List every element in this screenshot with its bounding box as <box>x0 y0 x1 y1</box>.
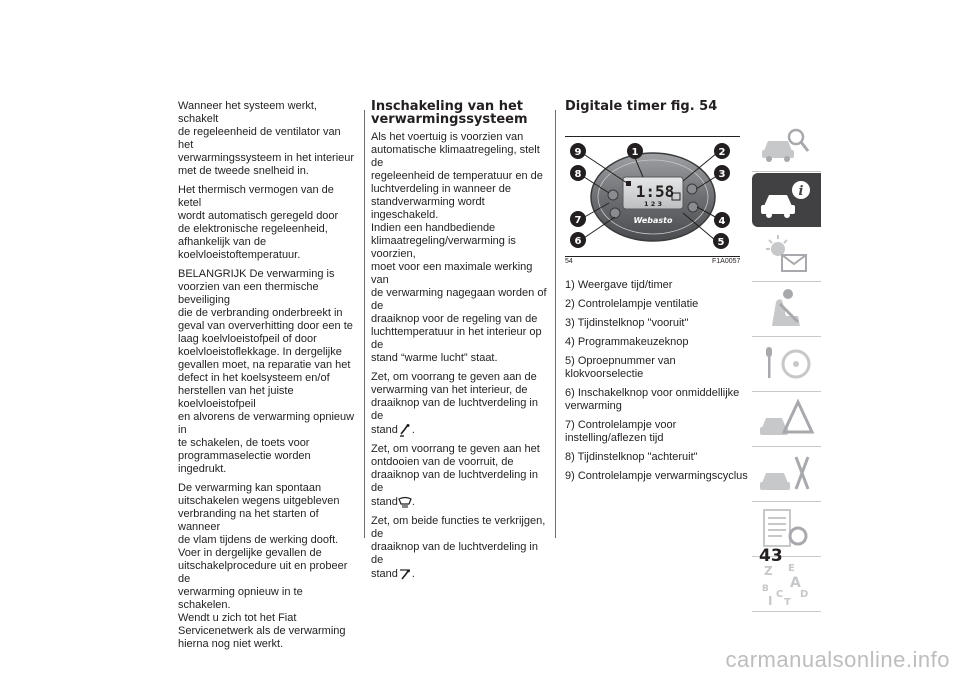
airflow-feet-icon <box>398 423 412 437</box>
list-item: 7) Controlelampje voor instelling/aflezen tijd <box>565 419 677 444</box>
section-heading: Inschakeling van het verwarmingssysteem <box>371 99 528 127</box>
column-2 <box>371 100 551 587</box>
tab-seat-safety[interactable] <box>752 283 821 337</box>
column-1 <box>178 100 356 657</box>
tab-car-info[interactable] <box>752 173 821 227</box>
program-button <box>688 202 698 212</box>
tab-car-search[interactable] <box>752 118 821 172</box>
display-digits: 1 2 3 <box>643 200 663 208</box>
list-item: 2) Controlelampje ventilatie <box>565 298 699 310</box>
car-accident-icon <box>758 396 814 442</box>
tab-warning-lights[interactable] <box>752 228 821 282</box>
paragraph: BELANGRIJK De verwarming is voorzien van een thermische beveiliging die de verbranding onderbreekt in geval van oververhitting door een te laag koelvloeistofpeil of door koelvloeistoflekkage. In dergelijke gevallen moet, na reparatie van het defect in het koelsysteem en/of herstellen van het juiste koelvloeistofpeil en alvorens de verwarming opnieuw in te schakelen, de toets voor programmaselectie worden ingedrukt. <box>178 268 355 475</box>
list-item: 5) Oproepnummer van klokvoorselectie <box>565 355 676 380</box>
airflow-feet-defrost-icon <box>398 567 412 581</box>
callout-4: 4 <box>718 216 726 227</box>
paragraph: Wanneer het systeem werkt, schakelt de regeleenheid de ventilator van het verwarmingssysteem in het interieur met de tweede snelheid in. <box>178 100 355 177</box>
display-time: 1:58 <box>635 182 675 201</box>
tab-emergency[interactable] <box>752 393 821 447</box>
svg-text:T: T <box>784 597 791 607</box>
list-item: 9) Controlelampje verwarmingscyclus <box>565 470 748 482</box>
time-forward-button <box>687 184 697 194</box>
svg-text:A: A <box>790 575 801 591</box>
svg-text:I: I <box>768 594 773 607</box>
paragraph: Het thermisch vermogen van de ketel wordt automatisch geregeld door de elektronische regeleenheid, afhankelijk van de koelvloeistoftemperatuur. <box>178 184 339 261</box>
column-divider <box>364 110 365 538</box>
callout-3: 3 <box>718 169 726 180</box>
tab-maintenance[interactable] <box>752 448 821 502</box>
svg-text:E: E <box>788 563 795 574</box>
defrost-windshield-icon <box>398 495 412 509</box>
section-heading: Digitale timer fig. 54 <box>565 99 718 114</box>
callout-8: 8 <box>574 169 582 180</box>
seat-person-icon <box>758 286 814 332</box>
svg-text:i: i <box>798 184 804 199</box>
list-item: 3) Tijdinstelknop "vooruit" <box>565 317 689 329</box>
callout-7: 7 <box>574 215 582 226</box>
paragraph: Zet, om voorrang te geven aan het ontdooien van de voorruit, de draaiknop van de luchtverdeling in de stand . <box>371 443 540 508</box>
tab-index[interactable] <box>752 558 821 612</box>
svg-text:B: B <box>762 584 769 594</box>
watermark: carmanualsonline.info <box>725 647 950 672</box>
car-tools-icon <box>758 451 814 497</box>
svg-text:C: C <box>776 589 784 600</box>
paragraph: De verwarming kan spontaan uitschakelen wegens uitgebleven verbranding na het starten of wanneer de vlam tijdens de werking dooft. Voer in dergelijke gevallen de uitschakelprocedure uit en probeer de verwarming opnieuw in te schakelen. Wendt u zich tot het Fiat Servicenetwerk als de verwarming hierna nog niet werkt. <box>178 482 348 650</box>
list-item: 8) Tijdinstelknop "achteruit" <box>565 451 698 463</box>
svg-text:D: D <box>800 589 809 600</box>
time-back-button <box>608 190 618 200</box>
figure-number: 54 <box>565 258 573 265</box>
page-number: 43 <box>759 546 783 566</box>
figure-bottom-rule <box>565 256 740 257</box>
figure-top-rule <box>565 136 740 137</box>
heating-indicator-icon <box>626 181 631 186</box>
steering-key-icon <box>758 341 814 387</box>
webasto-timer-figure <box>565 141 740 253</box>
brand-logo: Webasto <box>633 216 673 225</box>
instant-heat-button <box>610 208 620 218</box>
list-item: 1) Weergave tijd/timer <box>565 279 673 291</box>
tab-starting-driving[interactable] <box>752 338 821 392</box>
column-divider <box>555 110 556 538</box>
paragraph: Zet, om beide functies te verkrijgen, de draaiknop van de luchtverdeling in de stand . <box>371 515 546 580</box>
alphabet-index-icon <box>758 561 814 607</box>
callout-2: 2 <box>718 147 726 158</box>
chapter-sidebar <box>752 118 821 613</box>
paragraph: Als het voertuig is voorzien van automatische klimaatregeling, stelt de regeleenheid de temperatuur en de luchtverdeling in wanneer de standverwarming wordt ingeschakeld. Indien een handbediende klimaatregeling/verwarming is voorzien, moet voor een maximale werking van de verwarming nagegaan worden of de draaiknop voor de regeling van de luchttemperatuur in het interieur op de stand “warme lucht” staat. <box>371 131 547 364</box>
paragraph: Zet, om voorrang te geven aan de verwarming van het interieur, de draaiknop van de luchtverdeling in de stand . <box>371 371 538 436</box>
figure-legend <box>565 279 750 489</box>
callout-5: 5 <box>717 237 725 248</box>
svg-text:Z: Z <box>764 564 773 578</box>
car-search-icon <box>758 121 814 167</box>
list-item: 4) Programmakeuzeknop <box>565 336 689 348</box>
callout-6: 6 <box>574 236 582 247</box>
list-item: 6) Inschakelknop voor onmiddellijke verwarming <box>565 387 740 412</box>
callout-1: 1 <box>631 147 639 158</box>
car-info-icon <box>758 176 814 222</box>
callout-9: 9 <box>574 147 582 158</box>
column-3 <box>565 100 745 118</box>
figure-code: F1A0057 <box>712 258 741 265</box>
warning-light-icon <box>758 231 814 277</box>
